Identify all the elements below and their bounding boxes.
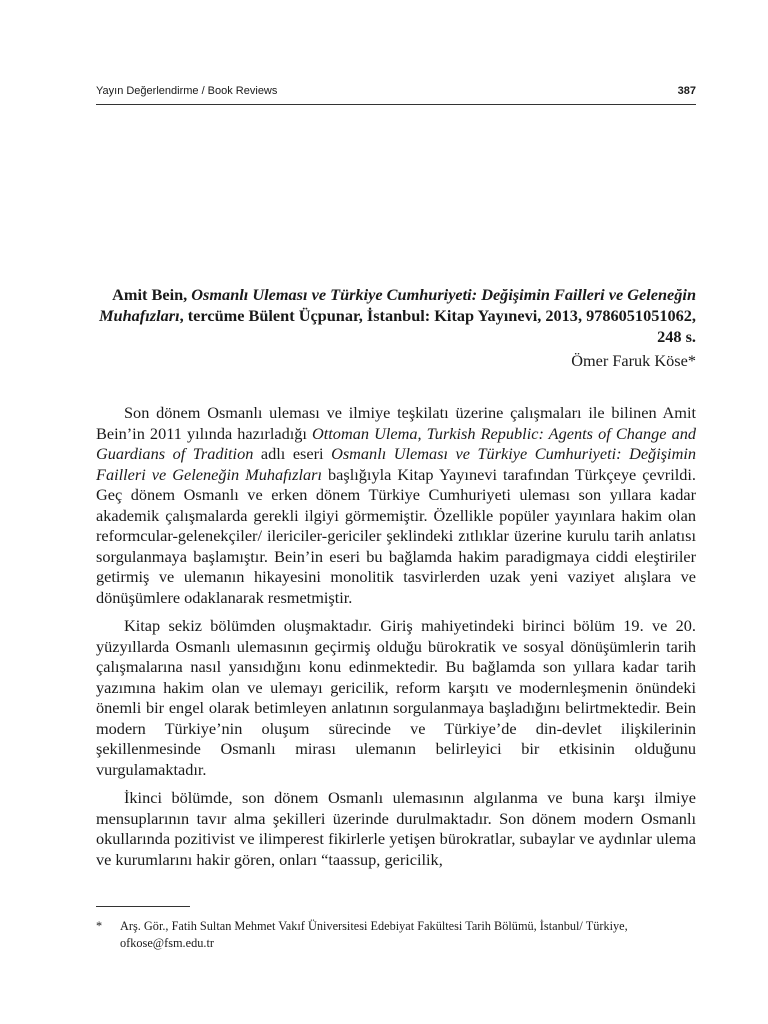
paragraph: İkinci bölümde, son dönem Osmanlı ulemasının algılanma ve buna karşı ilmiye mensuplarının tavır alma şekilleri üzerinde durulmaktadır. Son dönem modern Osmanlı okullarında pozitivist ve ilimperest fikirlerle yetişen bürokratlar, subaylar ve aydınlar ulema ve kurumlarını hakir gören, onları “taassup, gericilik, <box>96 788 696 869</box>
paragraph-text: adlı eseri <box>253 444 332 463</box>
footnote-text: Arş. Gör., Fatih Sultan Mehmet Vakıf Üniversitesi Edebiyat Fakültesi Tarih Bölümü, İstanbul/ Türkiye, ofkose@fsm.edu.tr <box>120 919 628 950</box>
page-number: 387 <box>677 85 696 97</box>
citation-title: Osmanlı Uleması ve Türkiye Cumhuriyeti: Değişimin Failleri ve Geleneğin Muhafızları <box>99 285 696 325</box>
original-title: Ottoman Ulema, Turkish Republic: Agents of Change and Guardians of Tradition <box>96 423 696 463</box>
running-header <box>96 84 696 102</box>
translated-title: Osmanlı Uleması ve Türkiye Cumhuriyeti: Değişimin Failleri ve Geleneğin Muhafızları <box>96 444 697 484</box>
paragraph <box>96 403 696 608</box>
paragraph: Kitap sekiz bölümden oluşmaktadır. Giriş mahiyetindeki birinci bölüm 19. ve 20. yüzyıllarda Osmanlı ulemasının geçirmiş olduğu bürokratik ve sosyal dönüşümlerin tarih çalışmalarına nasıl yansıdığını konu edinmektedir. Bu bağlamda son yıllara kadar tarih yazımına hakim olan ve ulemayı gericilik, reform karşıtı ve modernleşmenin önündeki önemli bir engel olarak betimleyen anlatının sorgulanmaya başladığını belirtmektedir. Bein modern Türkiye’nin oluşum sürecinde ve Türkiye’de din-devlet ilişkilerinin şekillenmesinde Osmanlı mirası ulemanın belirleyici bir etkisinin olduğunu vurgulamaktadır. <box>96 616 696 779</box>
footnote-divider <box>96 906 190 907</box>
header-divider <box>96 104 696 105</box>
reviewer-name: Ömer Faruk Köse* <box>571 351 696 370</box>
footnote-mark: * <box>96 919 103 933</box>
paragraph-text: başlığıyla Kitap Yayınevi tarafından Türkçeye çevrildi. Geç dönem Osmanlı ve erken dönem Türkiye Cumhuriyeti uleması son yıllara kadar akademik çalışmalarda gerekli ilgiyi görmemiştir. Özellikle popüler yayınlara hakim olan reformcular-gelenekçiler/ ilericiler-gericiler şeklindeki zıtlıklar üzerine kurulu tarih anlatısı sorgulanmaya başlamıştır. Bein’in eseri bu bağlamda hakim paradigmaya ciddi eleştiriler getirmiş ve ulemanın hikayesini monolitik tasvirlerden uzak yeni vaziyet alışlara ve dönüşümlere odaklanarak resmetmiştir. <box>96 464 696 607</box>
footnote <box>96 918 696 952</box>
paragraph-text: Son dönem Osmanlı uleması ve ilmiye teşkilatı üzerine çalışmaları ile bilinen Amit Bein’in 2011 yılında hazırladığı <box>96 403 696 443</box>
citation-author: Amit Bein, <box>112 285 192 304</box>
book-citation <box>96 284 696 347</box>
citation-details: , tercüme Bülent Üçpunar, İstanbul: Kitap Yayınevi, 2013, 9786051051062, 248 s. <box>179 306 696 346</box>
review-body <box>96 403 696 878</box>
section-title: Yayın Değerlendirme / Book Reviews <box>96 85 278 97</box>
